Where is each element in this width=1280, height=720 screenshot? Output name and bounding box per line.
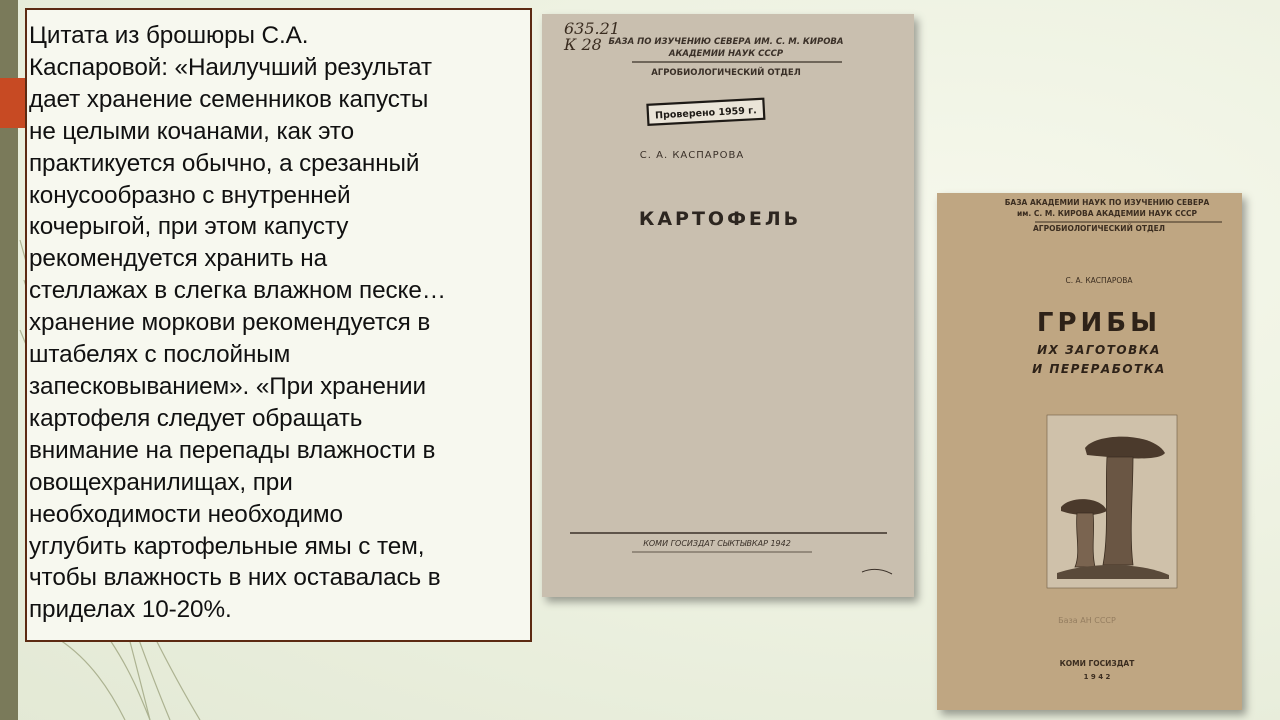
book2-faded-text: База АН СССР xyxy=(1058,616,1116,625)
quote-box xyxy=(25,8,532,642)
mushroom-illustration xyxy=(1047,415,1177,588)
handwritten-code-2: К 28 xyxy=(564,35,602,54)
book1-header-line2: АКАДЕМИИ НАУК СССР xyxy=(668,49,784,59)
book2-title: ГРИБЫ xyxy=(1036,308,1162,338)
book2-header-line2: им. С. М. КИРОВА АКАДЕМИИ НАУК СССР xyxy=(1017,209,1197,218)
book-cover-griby xyxy=(937,193,1242,710)
book-cover-kartofel xyxy=(542,14,914,597)
book1-header-line1: БАЗА ПО ИЗУЧЕНИЮ СЕВЕРА ИМ. С. М. КИРОВА xyxy=(608,37,844,47)
handwritten-code: 635.21 xyxy=(564,19,620,38)
book2-author: С. А. КАСПАРОВА xyxy=(1065,276,1133,285)
book1-publisher: КОМИ ГОСИЗДАТ СЫКТЫВКАР 1942 xyxy=(643,539,791,548)
book1-title: КАРТОФЕЛЬ xyxy=(638,208,802,230)
book2-publisher: КОМИ ГОСИЗДАТ xyxy=(1059,659,1135,668)
book1-department: АГРОБИОЛОГИЧЕСКИЙ ОТДЕЛ xyxy=(651,68,801,78)
book2-header-line1: БАЗА АКАДЕМИИ НАУК ПО ИЗУЧЕНИЮ СЕВЕРА xyxy=(1004,198,1210,207)
quote-text: Цитата из брошюры С.А. Каспаровой: «Наилучший результат дает хранение семенников капусты не целыми кочанами, как это практикуется обычно, а срезанный конусообразно с внутренней кочерыгой, при этом капусту рекомендуется хранить на стеллажах в слегка влажном песке… хранение моркови рекомендуется в штабелях с послойным запесковыванием». «При хранении картофеля следует обращать внимание на перепады влажности в овощехранилищах, при необходимости необходимо углубить картофельные ямы с тем, чтобы влажность в них оставалась в приделах 10-20%. xyxy=(29,22,446,624)
book2-department: АГРОБИОЛОГИЧЕСКИЙ ОТДЕЛ xyxy=(1033,224,1165,233)
book2-subtitle1: ИХ ЗАГОТОВКА xyxy=(1037,343,1161,357)
book1-author: С. А. КАСПАРОВА xyxy=(639,150,745,161)
book2-year: 1 9 4 2 xyxy=(1083,673,1111,681)
book2-subtitle2: И ПЕРЕРАБОТКА xyxy=(1032,362,1166,376)
orange-accent-square xyxy=(0,78,26,128)
svg-text:Проверено 1959 г.: Проверено 1959 г. xyxy=(654,105,758,122)
